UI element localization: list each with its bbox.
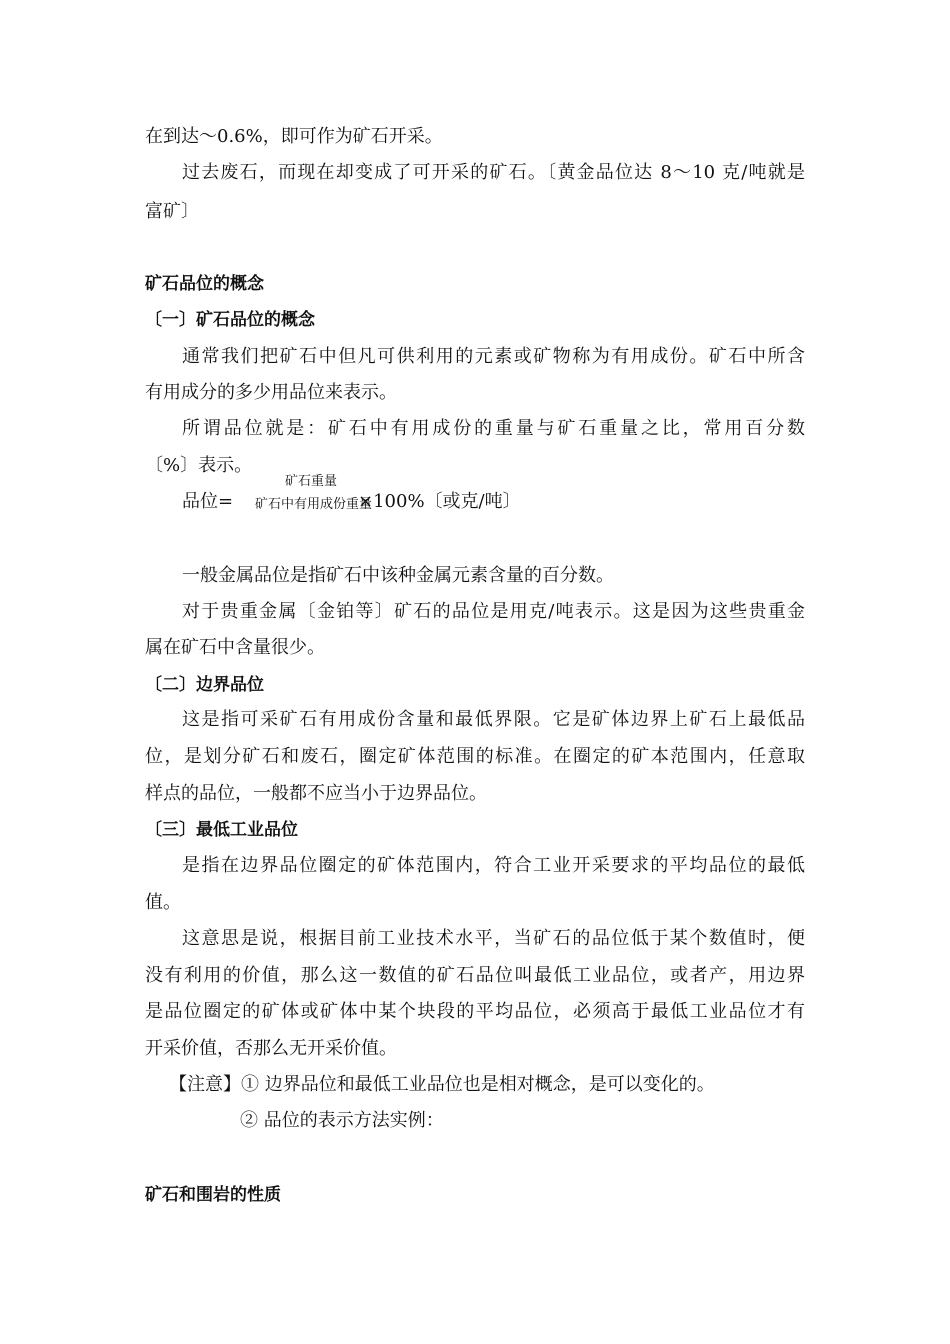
text-line: 所谓品位就是：矿石中有用成份的重量与矿石重量之比，常用百分数 [182, 418, 805, 439]
text-line: 这是指可采矿石有用成份含量和最低界限。它是矿体边界上矿石上最低品 [182, 709, 805, 730]
note-line: 【注意】① 边界品位和最低工业品位也是相对概念，是可以变化的。 [169, 1074, 715, 1095]
text-line: 一般金属品位是指矿石中该种金属元素含量的百分数。 [182, 565, 614, 586]
text-line: 有用成分的多少用品位来表示。 [145, 382, 397, 403]
text-line: 没有利用的价值，那么这一数值的矿石品位叫最低工业品位，或者产，用边界 [145, 965, 805, 986]
text-line: 这意思是说，根据目前工业技术水平，当矿石的品位低于某个数值时，便 [182, 928, 805, 949]
section-heading: 矿石和围岩的性质 [145, 1185, 281, 1205]
note-line: ② 品位的表示方法实例： [240, 1110, 444, 1131]
section-heading: 矿石品位的概念 [145, 274, 264, 294]
formula-label: 品位= [182, 491, 234, 512]
text-line: 样点的品位，一般都不应当小于边界品位。 [145, 783, 487, 804]
text-line: 通常我们把矿石中但凡可供利用的元素或矿物称为有用成份。矿石中所含 [182, 346, 805, 367]
text-line: 对于贵重金属〔金铂等〕矿石的品位是用克/吨表示。这是因为这些贵重金 [182, 601, 805, 622]
text-line: 是品位圈定的矿体或矿体中某个块段的平均品位，必须高于最低工业品位才有 [145, 1001, 805, 1022]
formula-numerator: 矿石重量 [285, 474, 338, 489]
text-line: 过去废石，而现在却变成了可开采的矿石。〔黄金品位达 8～10 克/吨就是 [182, 162, 805, 183]
document-page [145, 0, 810, 1344]
formula-denominator: 矿石中有用成份重量 [255, 497, 373, 512]
text-line: 在到达～0.6%，即可作为矿石开采。 [145, 126, 443, 147]
text-line: 〔%〕表示。 [145, 455, 253, 476]
subsection-heading: 〔二〕边界品位 [145, 675, 264, 695]
subsection-heading: 〔一〕矿石品位的概念 [145, 310, 315, 330]
formula-tail: ×100%〔或克/吨〕 [358, 491, 521, 512]
subsection-heading: 〔三〕最低工业品位 [145, 820, 298, 840]
text-line: 富矿〕 [145, 201, 199, 222]
text-line: 开采价值，否那么无开采价值。 [145, 1038, 397, 1059]
text-line: 位，是划分矿石和废石，圈定矿体范围的标准。在圈定的矿本范围内，任意取 [145, 746, 805, 767]
text-line: 是指在边界品位圈定的矿体范围内，符合工业开采要求的平均品位的最低 [182, 855, 805, 876]
text-line: 值。 [145, 892, 181, 913]
text-line: 属在矿石中含量很少。 [145, 637, 325, 658]
